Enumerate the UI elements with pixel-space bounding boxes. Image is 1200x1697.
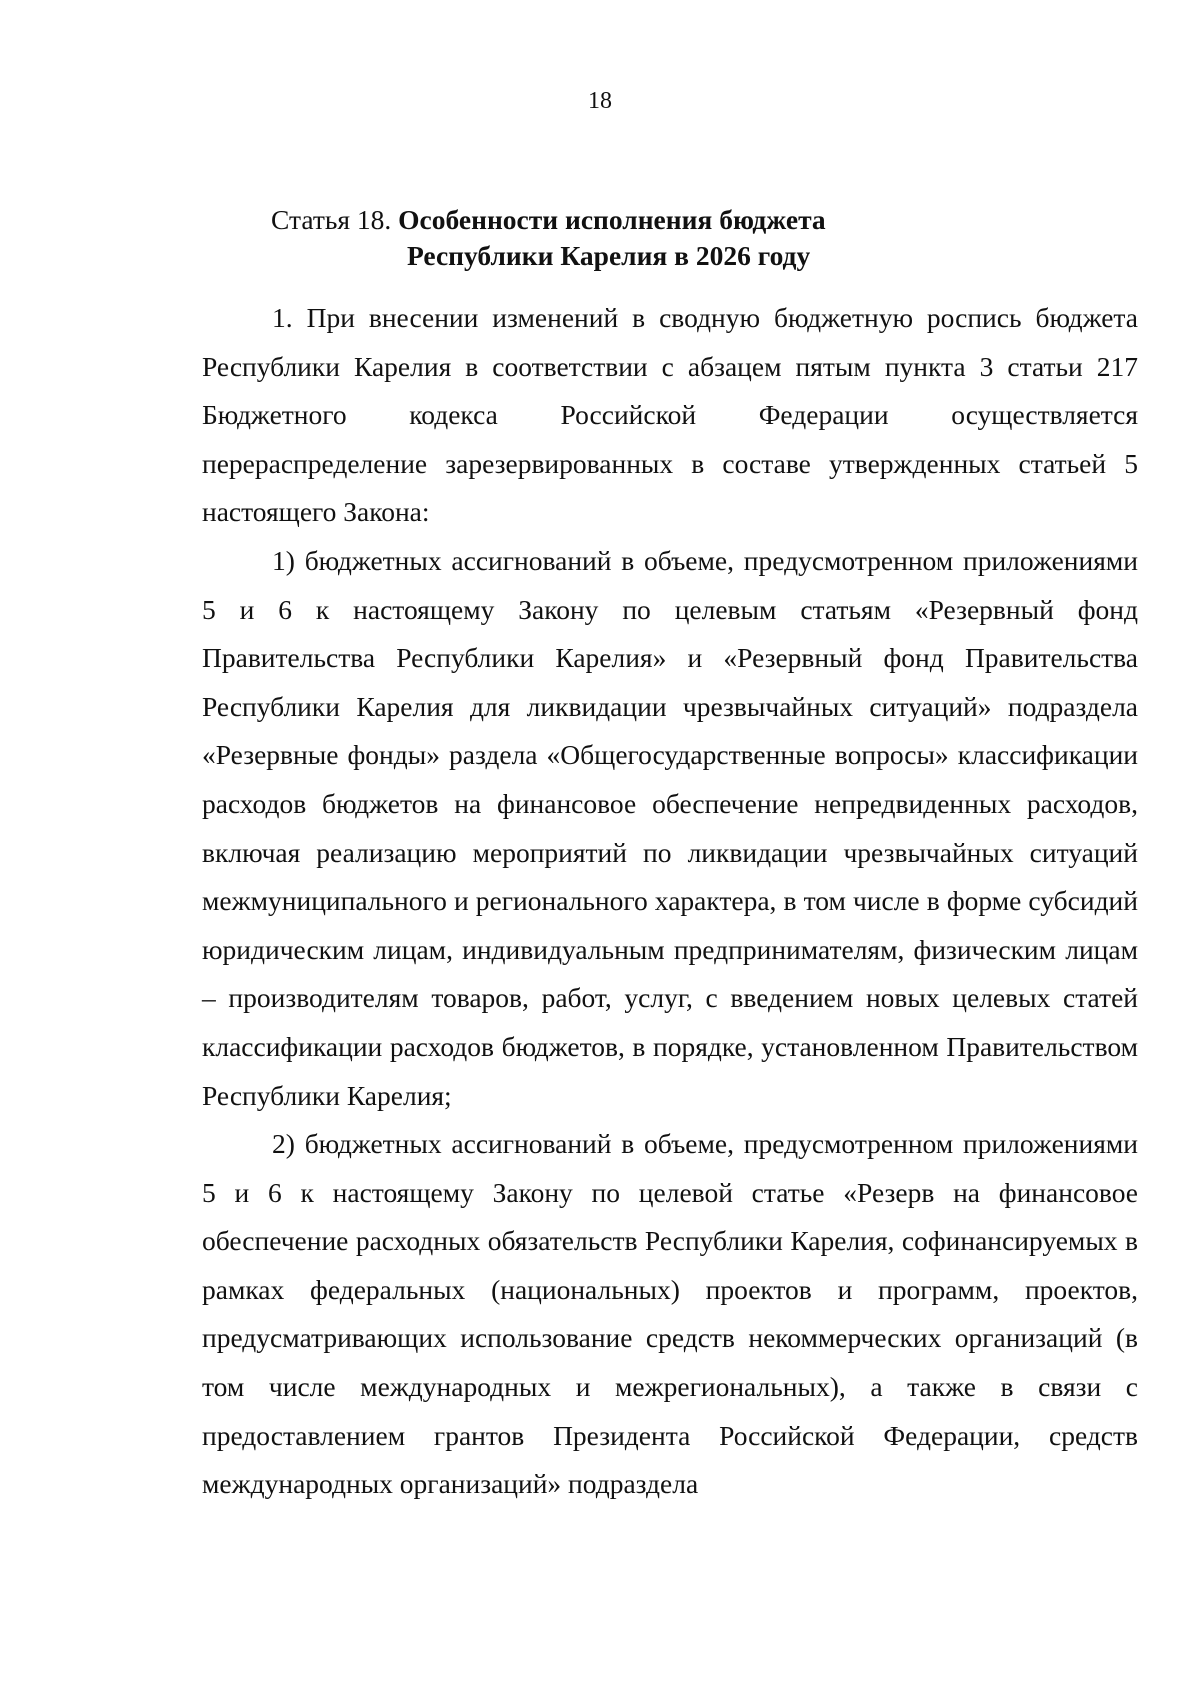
article-heading-line1 [271, 202, 826, 238]
article-body [202, 294, 1138, 1509]
paragraph-item-1: 1) бюджетных ассигнований в объеме, предусмотренном приложениями 5 и 6 к настоящему Закону по целевым статьям «Резервный фонд Правительства Республики Карелия» и «Резервный фонд Правительства Республики Карелия для ликвидации чрезвычайных ситуаций» подраздела «Резервные фонды» раздела «Общегосударственные вопросы» классификации расходов бюджетов на финансовое обеспечение непредвиденных расходов, включая реализацию мероприятий по ликвидации чрезвычайных ситуаций межмуниципального и регионального характера, в том числе в форме субсидий юридическим лицам, индивидуальным предпринимателям, физическим лицам – производителям товаров, работ, услуг, с введением новых целевых статей классификации расходов бюджетов, в порядке, установленном Правительством Республики Карелия; [202, 544, 1138, 1111]
article-title-line1: Особенности исполнения бюджета [398, 204, 826, 235]
page-number: 18 [588, 88, 612, 114]
article-title-line2: Республики Карелия в 2026 году [407, 240, 811, 271]
paragraph-1: 1. При внесении изменений в сводную бюджетную роспись бюджета Республики Карелия в соответствии с абзацем пятым пункта 3 статьи 217 Бюджетного кодекса Российской Федерации осуществляется перераспределение зарезервированных в составе утвержденных статьей 5 настоящего Закона: [202, 302, 1138, 528]
paragraph-item-2: 2) бюджетных ассигнований в объеме, предусмотренном приложениями 5 и 6 к настоящему Закону по целевой статье «Резерв на финансовое обеспечение расходных обязательств Республики Карелия, софинансируемых в рамках федеральных (национальных) проектов и программ, проектов, предусматривающих использование средств некоммерческих организаций (в том числе международных и межрегиональных), а также в связи с предоставлением грантов Президента Российской Федерации, средств международных организаций» подраздела [202, 1128, 1138, 1500]
article-prefix: Статья 18. [271, 204, 392, 235]
